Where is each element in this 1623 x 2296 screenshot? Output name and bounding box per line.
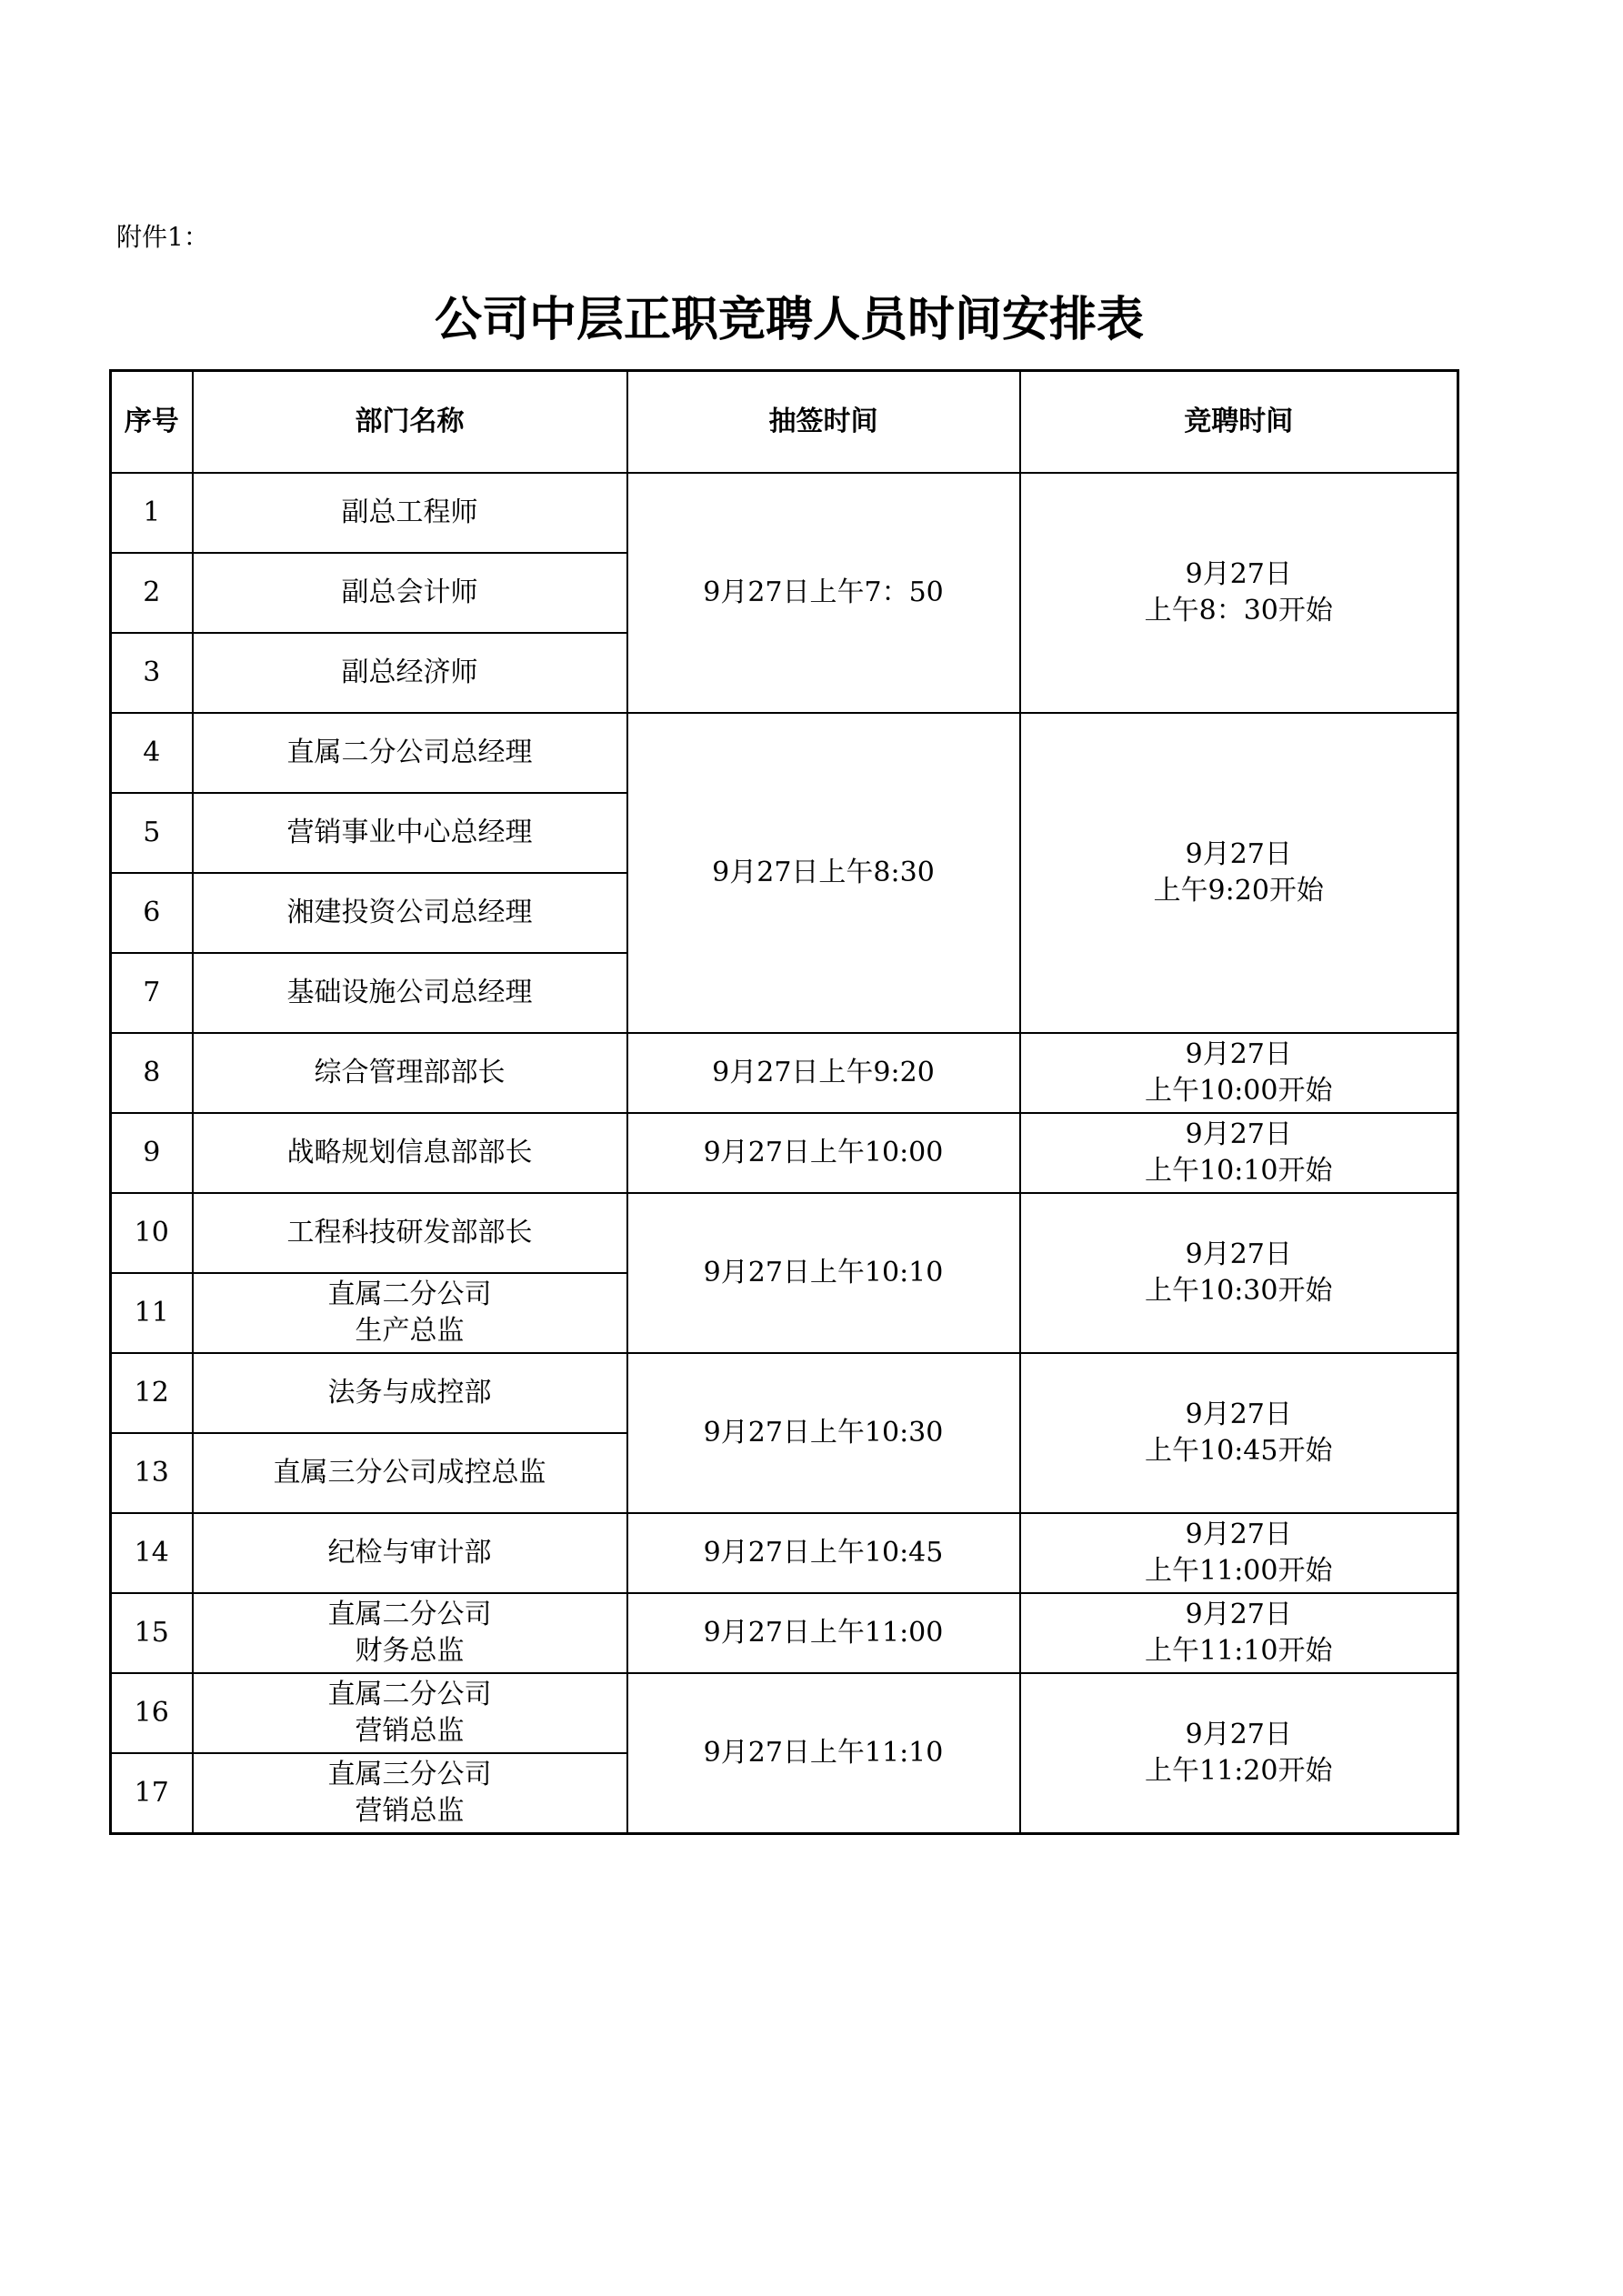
- draw-time-cell: 9月27日上午7：50: [627, 473, 1020, 713]
- row-no: 3: [111, 633, 193, 713]
- compete-time-cell: 9月27日 上午10:45开始: [1020, 1353, 1458, 1513]
- row-no: 8: [111, 1033, 193, 1113]
- row-no: 4: [111, 713, 193, 793]
- row-dept: 工程科技研发部部长: [193, 1193, 627, 1273]
- compete-time-cell: 9月27日 上午10:10开始: [1020, 1113, 1458, 1193]
- row-dept: 法务与成控部: [193, 1353, 627, 1433]
- table-row: [111, 473, 1458, 553]
- header-no: 序号: [111, 371, 193, 474]
- row-dept: 直属三分公司成控总监: [193, 1433, 627, 1513]
- row-no: 17: [111, 1753, 193, 1834]
- draw-time-cell: 9月27日上午10:00: [627, 1113, 1020, 1193]
- compete-time-cell: 9月27日 上午11:00开始: [1020, 1513, 1458, 1593]
- row-dept: 直属二分公司 生产总监: [193, 1273, 627, 1353]
- draw-time-cell: 9月27日上午9:20: [627, 1033, 1020, 1113]
- row-no: 10: [111, 1193, 193, 1273]
- header-compete-time: 竞聘时间: [1020, 371, 1458, 474]
- table-row: [111, 1513, 1458, 1593]
- row-dept: 副总工程师: [193, 473, 627, 553]
- row-dept: 综合管理部部长: [193, 1033, 627, 1113]
- row-dept: 直属二分公司总经理: [193, 713, 627, 793]
- row-dept: 纪检与审计部: [193, 1513, 627, 1593]
- row-no: 13: [111, 1433, 193, 1513]
- row-no: 6: [111, 873, 193, 953]
- table-row: [111, 1033, 1458, 1113]
- header-dept: 部门名称: [193, 371, 627, 474]
- row-dept: 副总经济师: [193, 633, 627, 713]
- row-no: 2: [111, 553, 193, 633]
- header-row: [111, 371, 1458, 474]
- row-no: 12: [111, 1353, 193, 1433]
- row-no: 7: [111, 953, 193, 1033]
- draw-time-cell: 9月27日上午11:10: [627, 1673, 1020, 1834]
- table-row: [111, 713, 1458, 793]
- row-dept: 直属二分公司 财务总监: [193, 1593, 627, 1673]
- row-no: 1: [111, 473, 193, 553]
- header-draw-time: 抽签时间: [627, 371, 1020, 474]
- row-dept: 基础设施公司总经理: [193, 953, 627, 1033]
- page-title: 公司中层正职竞聘人员时间安排表: [434, 293, 1144, 347]
- row-no: 14: [111, 1513, 193, 1593]
- compete-time-cell: 9月27日 上午11:10开始: [1020, 1593, 1458, 1673]
- row-dept: 副总会计师: [193, 553, 627, 633]
- compete-time-cell: 9月27日 上午10:00开始: [1020, 1033, 1458, 1113]
- compete-time-cell: 9月27日 上午9:20开始: [1020, 713, 1458, 1033]
- compete-time-cell: 9月27日 上午11:20开始: [1020, 1673, 1458, 1834]
- compete-time-cell: 9月27日 上午8：30开始: [1020, 473, 1458, 713]
- draw-time-cell: 9月27日上午10:45: [627, 1513, 1020, 1593]
- row-dept: 直属三分公司 营销总监: [193, 1753, 627, 1834]
- row-no: 15: [111, 1593, 193, 1673]
- compete-time-cell: 9月27日 上午10:30开始: [1020, 1193, 1458, 1353]
- attachment-label: 附件1：: [116, 222, 209, 252]
- row-no: 9: [111, 1113, 193, 1193]
- table-row: [111, 1593, 1458, 1673]
- table-row: [111, 1353, 1458, 1433]
- draw-time-cell: 9月27日上午8:30: [627, 713, 1020, 1033]
- row-dept: 湘建投资公司总经理: [193, 873, 627, 953]
- draw-time-cell: 9月27日上午10:10: [627, 1193, 1020, 1353]
- draw-time-cell: 9月27日上午11:00: [627, 1593, 1020, 1673]
- draw-time-cell: 9月27日上午10:30: [627, 1353, 1020, 1513]
- row-no: 11: [111, 1273, 193, 1353]
- row-no: 5: [111, 793, 193, 873]
- table-row: [111, 1193, 1458, 1273]
- schedule-table: [109, 369, 1459, 1835]
- row-dept: 直属二分公司 营销总监: [193, 1673, 627, 1753]
- table-row: [111, 1113, 1458, 1193]
- row-dept: 营销事业中心总经理: [193, 793, 627, 873]
- row-no: 16: [111, 1673, 193, 1753]
- row-dept: 战略规划信息部部长: [193, 1113, 627, 1193]
- table-row: [111, 1673, 1458, 1753]
